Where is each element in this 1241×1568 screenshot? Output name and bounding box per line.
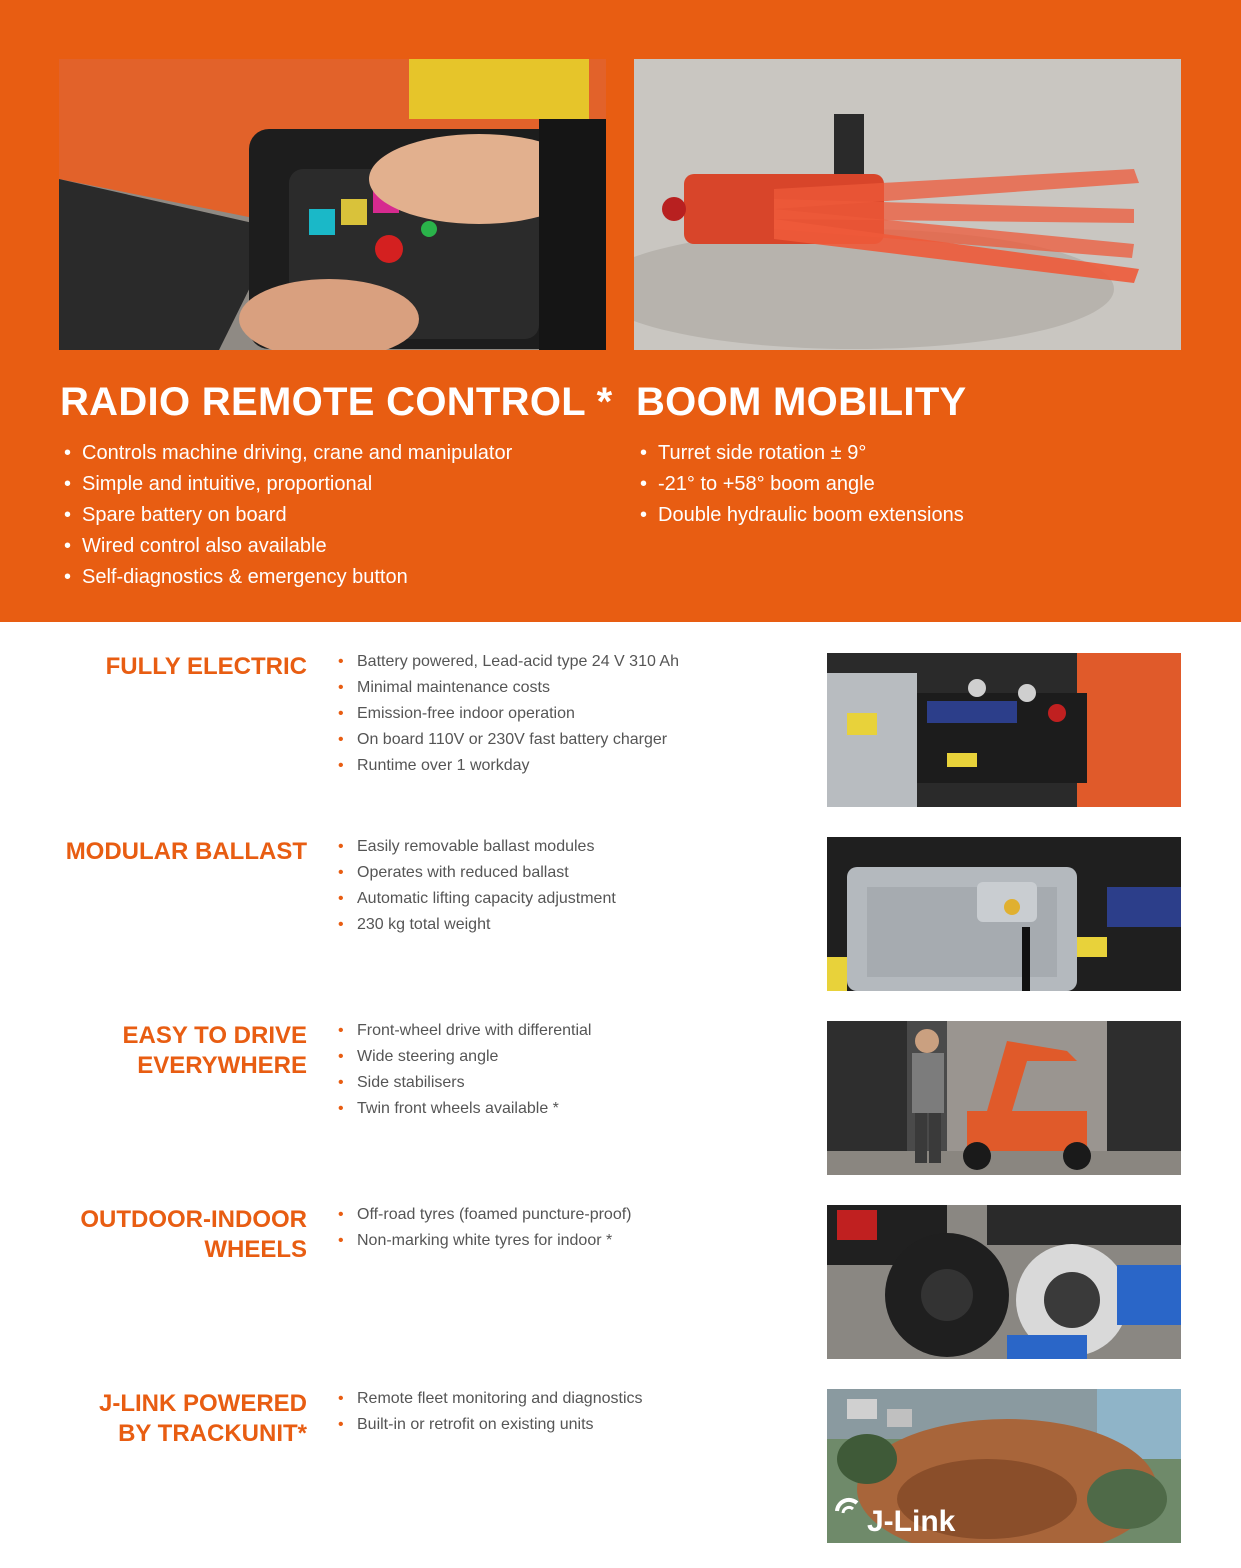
title-line: OUTDOOR-INDOOR [80,1206,307,1233]
list-item: • Spare battery on board [60,500,512,531]
list-item: • Off-road tyres (foamed puncture-proof) [338,1202,798,1228]
radio-remote-control-title: RADIO REMOTE CONTROL * [60,380,613,424]
j-link-logo: J-Link [867,1505,956,1538]
list-item: • Non-marking white tyres for indoor * [338,1228,798,1254]
list-item: • Emission-free indoor operation [338,701,798,727]
modular-ballast-bullets [338,834,798,938]
title-line: MODULAR BALLAST [65,838,307,865]
outdoor-indoor-wheels-title [40,1205,307,1265]
remote-control-photo [59,59,606,350]
list-item: • Easily removable ballast modules [338,834,798,860]
j-link-bullets [338,1386,798,1438]
list-item: • Built-in or retrofit on existing units [338,1412,798,1438]
list-item: • Battery powered, Lead-acid type 24 V 310 Ah [338,649,798,675]
title-line: FULLY ELECTRIC [105,653,307,680]
list-item: • 230 kg total weight [338,912,798,938]
list-item: • Controls machine driving, crane and manipulator [60,438,512,469]
outdoor-indoor-wheels-bullets [338,1202,798,1254]
j-link-photo [827,1389,1181,1543]
list-item: • Turret side rotation ± 9° [636,438,964,469]
list-item: • Automatic lifting capacity adjustment [338,886,798,912]
radio-remote-control-bullets [60,438,512,593]
list-item: • -21° to +58° boom angle [636,469,964,500]
boom-mobility-photo [634,59,1181,350]
list-item: • Runtime over 1 workday [338,753,798,779]
list-item: • Twin front wheels available * [338,1096,798,1122]
easy-to-drive-bullets [338,1018,798,1122]
list-item: • Remote fleet monitoring and diagnostics [338,1386,798,1412]
list-item: • Simple and intuitive, proportional [60,469,512,500]
list-item: • Wired control also available [60,531,512,562]
list-item: • On board 110V or 230V fast battery charger [338,727,798,753]
title-line: EASY TO DRIVE [122,1022,307,1049]
list-item: • Operates with reduced ballast [338,860,798,886]
wheels-photo [827,1205,1181,1359]
driving-photo [827,1021,1181,1175]
list-item: • Self-diagnostics & emergency button [60,562,512,593]
boom-mobility-bullets [636,438,964,531]
easy-to-drive-title [40,1021,307,1081]
j-link-title [40,1389,307,1449]
title-line: J-LINK POWERED [98,1390,307,1417]
fully-electric-bullets [338,649,798,779]
list-item: • Wide steering angle [338,1044,798,1070]
list-item: • Minimal maintenance costs [338,675,798,701]
list-item: • Double hydraulic boom extensions [636,500,964,531]
ballast-photo [827,837,1181,991]
title-line: WHEELS [204,1236,307,1263]
boom-mobility-title: BOOM MOBILITY [636,380,967,424]
list-item: • Front-wheel drive with differential [338,1018,798,1044]
fully-electric-title [40,652,307,682]
title-line: EVERYWHERE [137,1052,307,1079]
list-item: • Side stabilisers [338,1070,798,1096]
title-line: BY TRACKUNIT* [118,1420,307,1447]
modular-ballast-title [40,837,307,867]
battery-photo [827,653,1181,807]
